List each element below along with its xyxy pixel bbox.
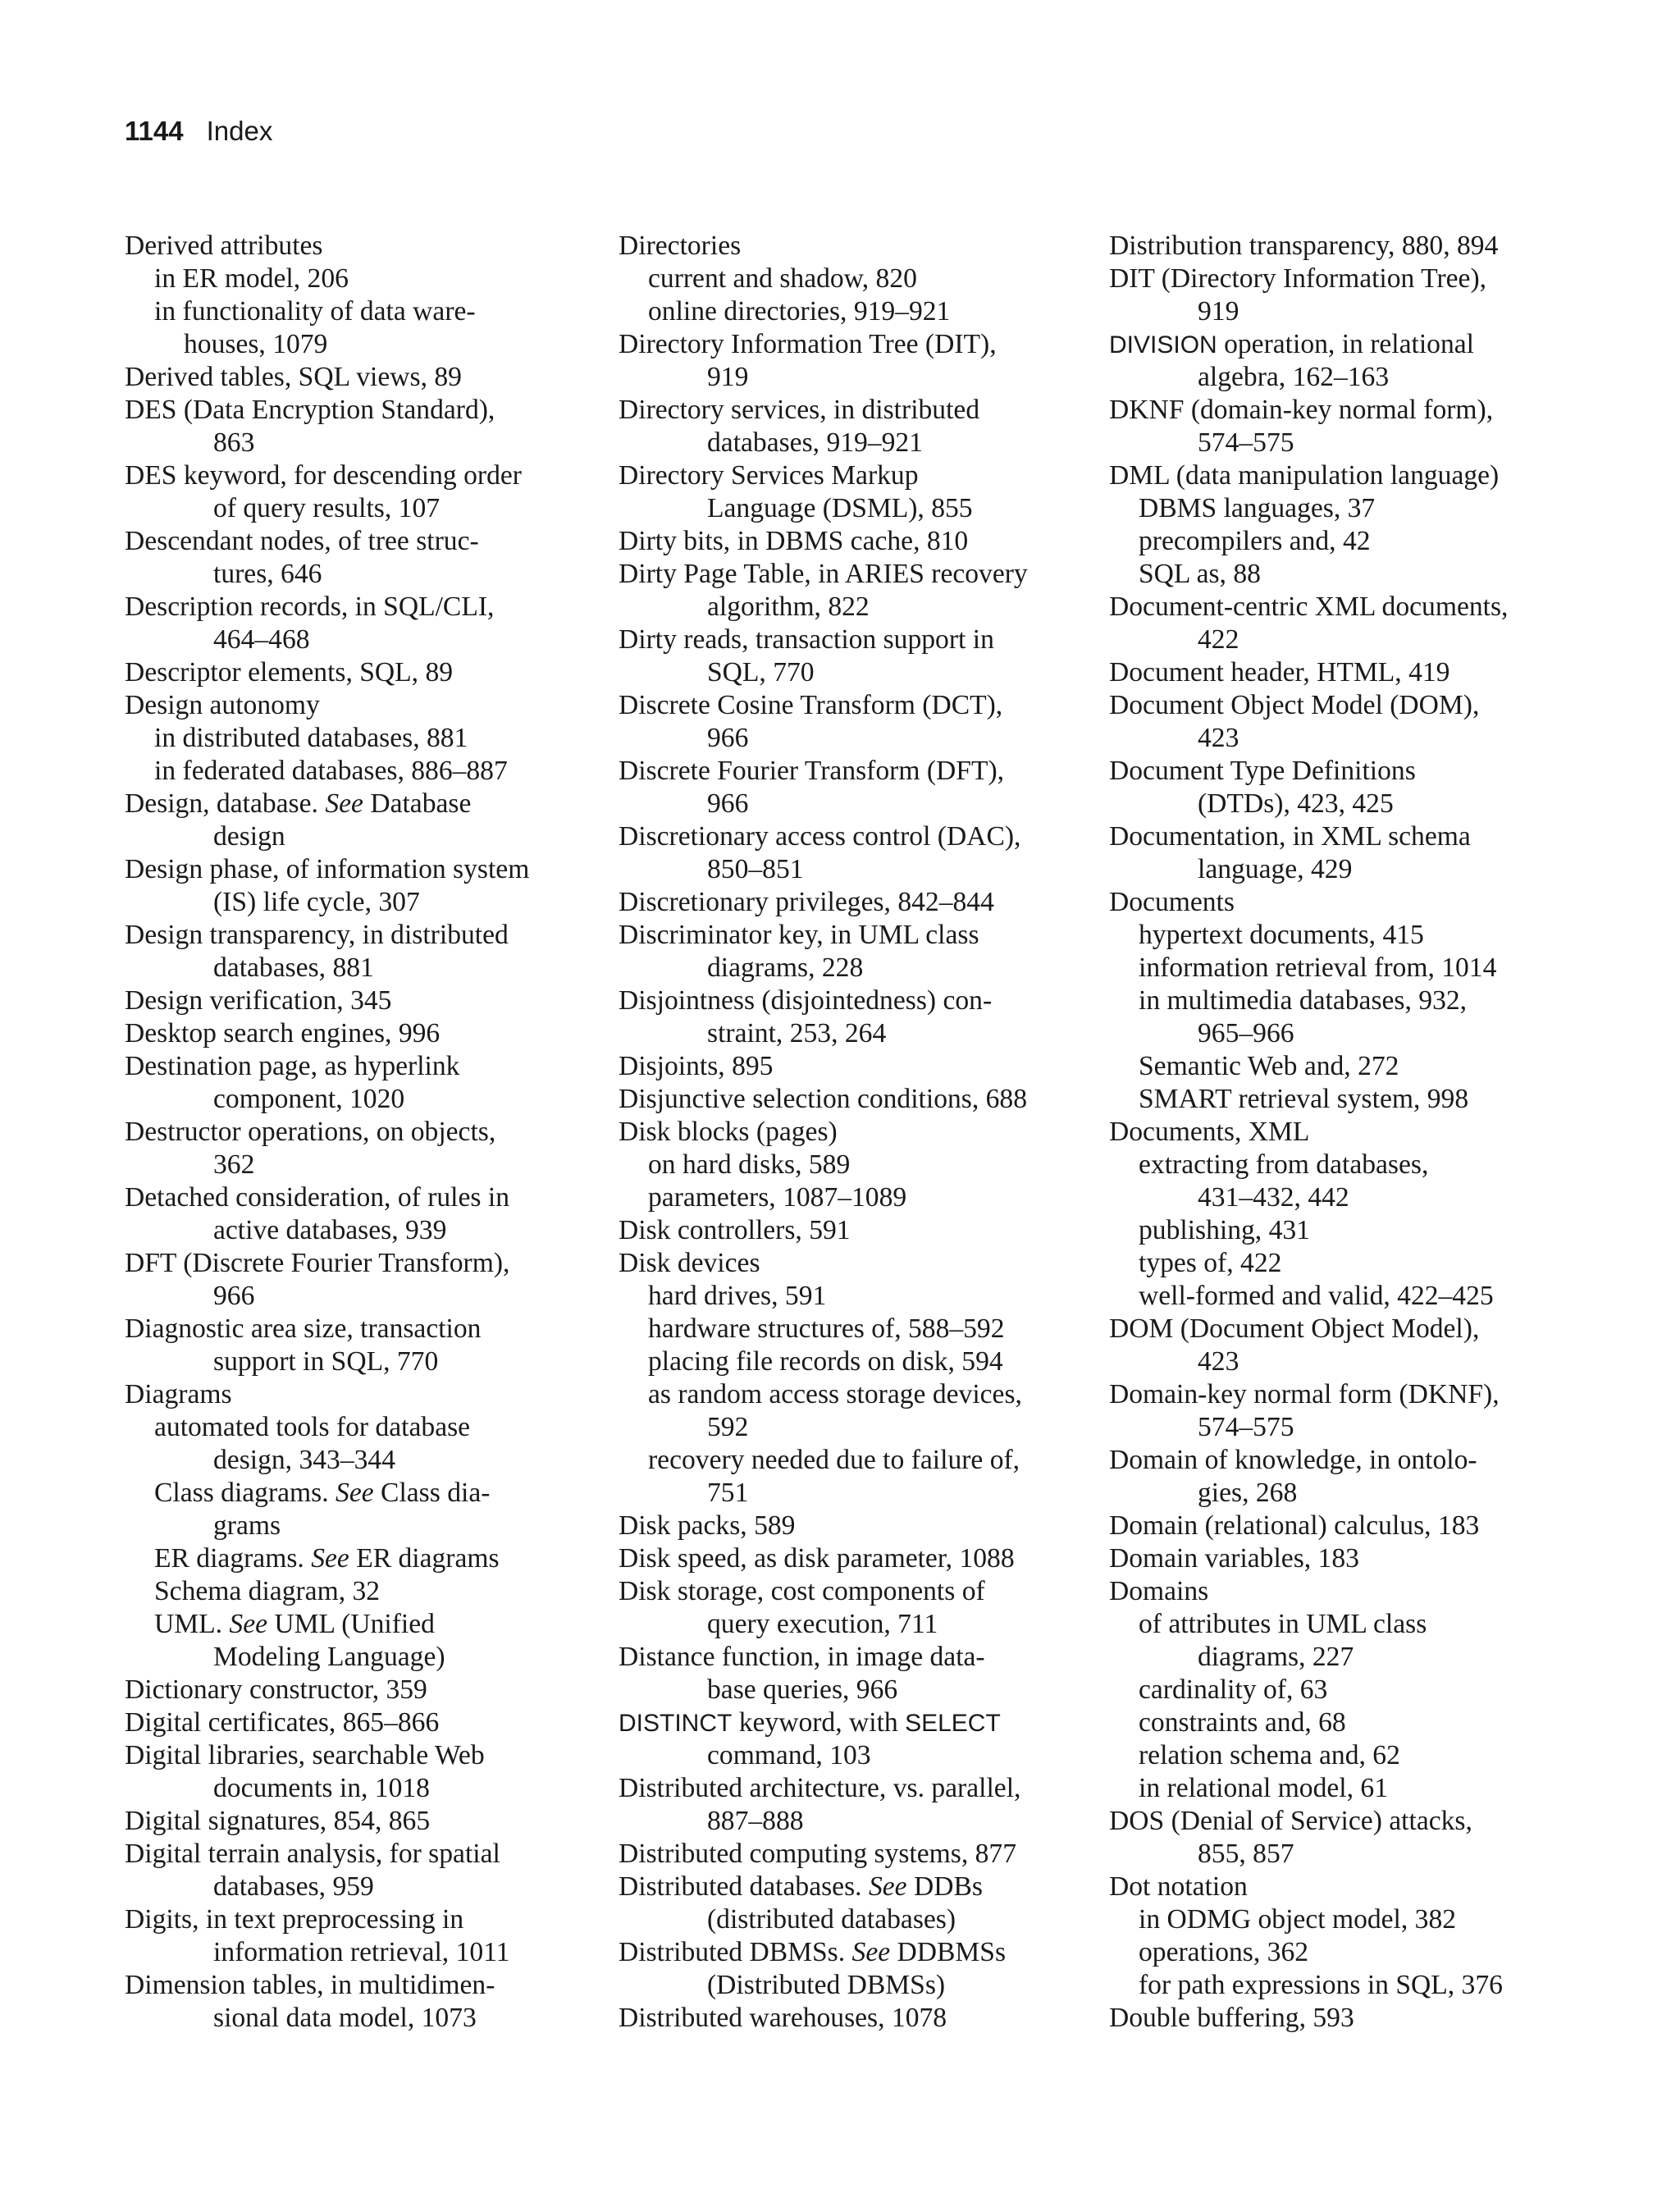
- index-entry-continuation: command, 103: [707, 1740, 871, 1770]
- index-column-2: [619, 230, 1090, 2035]
- index-entry: Disk controllers, 591: [619, 1215, 851, 1245]
- index-entry: Disk blocks (pages): [619, 1117, 838, 1147]
- index-subentry: recovery needed due to failure of,: [648, 1445, 1020, 1475]
- index-entry: DOM (Document Object Model),: [1109, 1313, 1480, 1344]
- index-column-1: [125, 230, 596, 2035]
- index-entry-continuation: support in SQL, 770: [213, 1346, 439, 1377]
- index-entry: Discrete Fourier Transform (DFT),: [619, 756, 1005, 786]
- index-entry: Dot notation: [1109, 1871, 1248, 1902]
- index-entry-continuation: design: [213, 821, 285, 852]
- index-entry-continuation: 751: [707, 1478, 749, 1508]
- index-entry: Distance function, in image data-: [619, 1642, 985, 1672]
- index-subentry: types of, 422: [1139, 1248, 1282, 1278]
- index-entry: Disk devices: [619, 1248, 760, 1278]
- index-entry: Document Object Model (DOM),: [1109, 690, 1480, 720]
- index-subentry: DBMS languages, 37: [1139, 493, 1376, 523]
- index-entry-continuation: 887–888: [707, 1806, 804, 1836]
- index-entry: Distributed computing systems, 877: [619, 1839, 1016, 1869]
- index-entry: Distributed DBMSs. See DDBMSs: [619, 1937, 1007, 1967]
- index-entry-continuation: query execution, 711: [707, 1609, 938, 1639]
- index-entry-continuation: 919: [707, 362, 749, 392]
- index-subentry: for path expressions in SQL, 376: [1139, 1970, 1503, 2000]
- index-entry: Descriptor elements, SQL, 89: [125, 657, 454, 688]
- index-entry-continuation: 863: [213, 427, 255, 458]
- index-entry: Disjunctive selection conditions, 688: [619, 1084, 1027, 1114]
- index-entry-continuation: Language (DSML), 855: [707, 493, 973, 523]
- index-entry: Domains: [1109, 1576, 1209, 1606]
- index-entry: Discriminator key, in UML class: [619, 920, 979, 950]
- index-entry: Discretionary access control (DAC),: [619, 821, 1021, 852]
- index-entry-continuation: 592: [707, 1412, 749, 1442]
- index-entry: Directory Information Tree (DIT),: [619, 329, 997, 359]
- see-reference: See: [311, 1543, 349, 1574]
- index-entry: Digital terrain analysis, for spatial: [125, 1839, 500, 1869]
- index-subentry: online directories, 919–921: [648, 296, 951, 327]
- index-subentry: on hard disks, 589: [648, 1149, 851, 1180]
- index-entry: Detached consideration, of rules in: [125, 1182, 509, 1213]
- index-subentry: SQL as, 88: [1139, 559, 1261, 589]
- index-entry: Directories: [619, 231, 742, 261]
- index-entry: Double buffering, 593: [1109, 2003, 1354, 2033]
- index-entry-continuation: SQL, 770: [707, 657, 815, 688]
- index-subentry: as random access storage devices,: [648, 1379, 1022, 1409]
- index-entry: Diagnostic area size, transaction: [125, 1313, 482, 1344]
- index-subentry: precompilers and, 42: [1139, 526, 1371, 556]
- index-entry: DIVISION operation, in relational: [1109, 329, 1474, 359]
- index-subentry: relation schema and, 62: [1139, 1740, 1400, 1770]
- index-subentry: publishing, 431: [1139, 1215, 1310, 1245]
- see-reference: See: [851, 1937, 891, 1967]
- index-entry: Digital certificates, 865–866: [125, 1707, 440, 1738]
- index-subentry: cardinality of, 63: [1139, 1674, 1328, 1705]
- index-entry: DML (data manipulation language): [1109, 460, 1500, 491]
- see-reference: See: [229, 1609, 268, 1639]
- index-entry-continuation: 966: [707, 723, 749, 753]
- index-entry: DES (Data Encryption Standard),: [125, 395, 495, 425]
- index-entry-continuation: grams: [213, 1510, 281, 1541]
- page-number: 1144: [125, 116, 184, 146]
- index-entry-continuation: 574–575: [1198, 427, 1294, 458]
- index-entry: DOS (Denial of Service) attacks,: [1109, 1806, 1472, 1836]
- index-entry: Distributed databases. See DDBs: [619, 1871, 983, 1902]
- index-entry: Disk storage, cost components of: [619, 1576, 985, 1606]
- index-entry-continuation: databases, 919–921: [707, 427, 923, 458]
- index-entry-continuation: 850–851: [707, 854, 804, 884]
- index-entry: Digital libraries, searchable Web: [125, 1740, 485, 1770]
- index-entry: DIT (Directory Information Tree),: [1109, 263, 1487, 294]
- index-entry: Destructor operations, on objects,: [125, 1117, 496, 1147]
- index-entry: Domain of knowledge, in ontolo-: [1109, 1445, 1477, 1475]
- index-entry: Documentation, in XML schema: [1109, 821, 1471, 852]
- index-entry-continuation: language, 429: [1198, 854, 1353, 884]
- index-entry: Dirty Page Table, in ARIES recovery: [619, 559, 1028, 589]
- index-entry-continuation: straint, 253, 264: [707, 1018, 887, 1048]
- index-entry: DES keyword, for descending order: [125, 460, 522, 491]
- index-entry-continuation: diagrams, 227: [1198, 1642, 1354, 1672]
- index-entry-continuation: databases, 881: [213, 953, 374, 983]
- index-entry-continuation: 431–432, 442: [1198, 1182, 1349, 1213]
- index-entry: Descendant nodes, of tree struc-: [125, 526, 479, 556]
- index-entry: Domain-key normal form (DKNF),: [1109, 1379, 1500, 1409]
- index-entry: DFT (Discrete Fourier Transform),: [125, 1248, 510, 1278]
- index-subentry: operations, 362: [1139, 1937, 1309, 1967]
- index-entry: Dirty bits, in DBMS cache, 810: [619, 526, 969, 556]
- index-entry-continuation: 965–966: [1198, 1018, 1294, 1048]
- index-entry-continuation: algorithm, 822: [707, 592, 870, 622]
- index-entry-continuation: databases, 959: [213, 1871, 374, 1902]
- see-reference: See: [868, 1871, 907, 1902]
- index-entry: Design verification, 345: [125, 985, 392, 1016]
- index-entry: Documents: [1109, 887, 1235, 917]
- index-entry: Discrete Cosine Transform (DCT),: [619, 690, 1003, 720]
- index-entry: Dictionary constructor, 359: [125, 1674, 427, 1705]
- index-subentry: houses, 1079: [184, 329, 328, 359]
- section-title: Index: [206, 116, 273, 146]
- index-entry-continuation: 423: [1198, 723, 1239, 753]
- keyword-term: SELECT: [905, 1710, 1001, 1737]
- index-entry-continuation: of query results, 107: [213, 493, 441, 523]
- index-entry: Distributed architecture, vs. parallel,: [619, 1773, 1021, 1803]
- index-entry-continuation: 966: [707, 788, 749, 819]
- index-entry-continuation: base queries, 966: [707, 1674, 898, 1705]
- index-entry-continuation: (IS) life cycle, 307: [213, 887, 420, 917]
- index-entry: DKNF (domain-key normal form),: [1109, 395, 1494, 425]
- index-entry: Distributed warehouses, 1078: [619, 2003, 947, 2033]
- index-entry: Desktop search engines, 996: [125, 1018, 441, 1048]
- index-subentry: in ER model, 206: [154, 263, 349, 294]
- index-entry-continuation: 855, 857: [1198, 1839, 1294, 1869]
- index-subentry: UML. See UML (Unified: [154, 1609, 435, 1639]
- index-subentry: hypertext documents, 415: [1139, 920, 1424, 950]
- index-entry-continuation: 574–575: [1198, 1412, 1294, 1442]
- index-entry: Document Type Definitions: [1109, 756, 1416, 786]
- index-entry: Disjoints, 895: [619, 1051, 774, 1081]
- index-subentry: hard drives, 591: [648, 1281, 827, 1311]
- index-entry-continuation: 422: [1198, 624, 1239, 655]
- index-entry: Design transparency, in distributed: [125, 920, 509, 950]
- index-entry: Design, database. See Database: [125, 788, 472, 819]
- index-subentry: automated tools for database: [154, 1412, 471, 1442]
- index-subentry: hardware structures of, 588–592: [648, 1313, 1005, 1344]
- index-subentry: Class diagrams. See Class dia-: [154, 1478, 491, 1508]
- running-header: [125, 115, 272, 148]
- index-entry-continuation: (DTDs), 423, 425: [1198, 788, 1394, 819]
- index-entry-continuation: tures, 646: [213, 559, 322, 589]
- index-subentry: in distributed databases, 881: [154, 723, 468, 753]
- index-subentry: parameters, 1087–1089: [648, 1182, 907, 1213]
- index-entry: Dirty reads, transaction support in: [619, 624, 994, 655]
- index-entry-continuation: 423: [1198, 1346, 1239, 1377]
- index-entry-continuation: 966: [213, 1281, 255, 1311]
- index-entry-continuation: design, 343–344: [213, 1445, 395, 1475]
- index-subentry: Semantic Web and, 272: [1139, 1051, 1399, 1081]
- index-entry-continuation: sional data model, 1073: [213, 2003, 477, 2033]
- index-subentry: in functionality of data ware-: [154, 296, 476, 327]
- index-entry: Domain (relational) calculus, 183: [1109, 1510, 1480, 1541]
- index-entry: Dimension tables, in multidimen-: [125, 1970, 495, 2000]
- index-subentry: SMART retrieval system, 998: [1139, 1084, 1469, 1114]
- index-entry: Design autonomy: [125, 690, 320, 720]
- index-entry: Derived attributes: [125, 231, 323, 261]
- index-entry-continuation: documents in, 1018: [213, 1773, 430, 1803]
- index-subentry: information retrieval from, 1014: [1139, 953, 1497, 983]
- index-entry-continuation: component, 1020: [213, 1084, 405, 1114]
- index-subentry: placing file records on disk, 594: [648, 1346, 1003, 1377]
- index-entry: Diagrams: [125, 1379, 232, 1409]
- index-entry: Disk packs, 589: [619, 1510, 796, 1541]
- index-entry: Domain variables, 183: [1109, 1543, 1359, 1574]
- index-entry: DISTINCT keyword, with SELECT: [619, 1707, 1001, 1738]
- index-entry-continuation: (Distributed DBMSs): [707, 1970, 946, 2000]
- index-entry: Distribution transparency, 880, 894: [1109, 231, 1499, 261]
- index-entry: Document-centric XML documents,: [1109, 592, 1509, 622]
- keyword-term: DIVISION: [1109, 331, 1217, 359]
- index-subentry: in federated databases, 886–887: [154, 756, 508, 786]
- index-subentry: well-formed and valid, 422–425: [1139, 1281, 1494, 1311]
- index-entry-continuation: active databases, 939: [213, 1215, 447, 1245]
- index-entry: Disjointness (disjointedness) con-: [619, 985, 993, 1016]
- index-entry: Digits, in text preprocessing in: [125, 1904, 464, 1935]
- index-subentry: in relational model, 61: [1139, 1773, 1388, 1803]
- see-reference: See: [336, 1478, 374, 1508]
- index-entry: Documents, XML: [1109, 1117, 1310, 1147]
- index-entry: Document header, HTML, 419: [1109, 657, 1450, 688]
- index-entry-continuation: (distributed databases): [707, 1904, 956, 1935]
- index-subentry: constraints and, 68: [1139, 1707, 1346, 1738]
- index-entry-continuation: information retrieval, 1011: [213, 1937, 510, 1967]
- index-entry: Description records, in SQL/CLI,: [125, 592, 495, 622]
- index-entry: Discretionary privileges, 842–844: [619, 887, 994, 917]
- index-entry: Derived tables, SQL views, 89: [125, 362, 462, 392]
- index-entry: Destination page, as hyperlink: [125, 1051, 460, 1081]
- index-subentry: in multimedia databases, 932,: [1139, 985, 1468, 1016]
- index-entry: Disk speed, as disk parameter, 1088: [619, 1543, 1015, 1574]
- keyword-term: DISTINCT: [619, 1710, 733, 1737]
- index-column-3: [1109, 230, 1581, 2035]
- index-entry: Directory services, in distributed: [619, 395, 980, 425]
- index-entry-continuation: 464–468: [213, 624, 310, 655]
- index-entry-continuation: diagrams, 228: [707, 953, 864, 983]
- index-entry-continuation: gies, 268: [1198, 1478, 1298, 1508]
- index-subentry: Schema diagram, 32: [154, 1576, 381, 1606]
- index-subentry: ER diagrams. See ER diagrams: [154, 1543, 500, 1574]
- index-entry-continuation: algebra, 162–163: [1198, 362, 1390, 392]
- index-subentry: extracting from databases,: [1139, 1149, 1429, 1180]
- index-entry-continuation: 919: [1198, 296, 1239, 327]
- index-entry-continuation: 362: [213, 1149, 255, 1180]
- see-reference: See: [325, 788, 363, 819]
- index-subentry: of attributes in UML class: [1139, 1609, 1427, 1639]
- index-subentry: in ODMG object model, 382: [1139, 1904, 1457, 1935]
- index-entry: Digital signatures, 854, 865: [125, 1806, 431, 1836]
- index-subentry: current and shadow, 820: [648, 263, 917, 294]
- index-entry-continuation: Modeling Language): [213, 1642, 445, 1672]
- index-entry: Design phase, of information system: [125, 854, 530, 884]
- index-entry: Directory Services Markup: [619, 460, 919, 491]
